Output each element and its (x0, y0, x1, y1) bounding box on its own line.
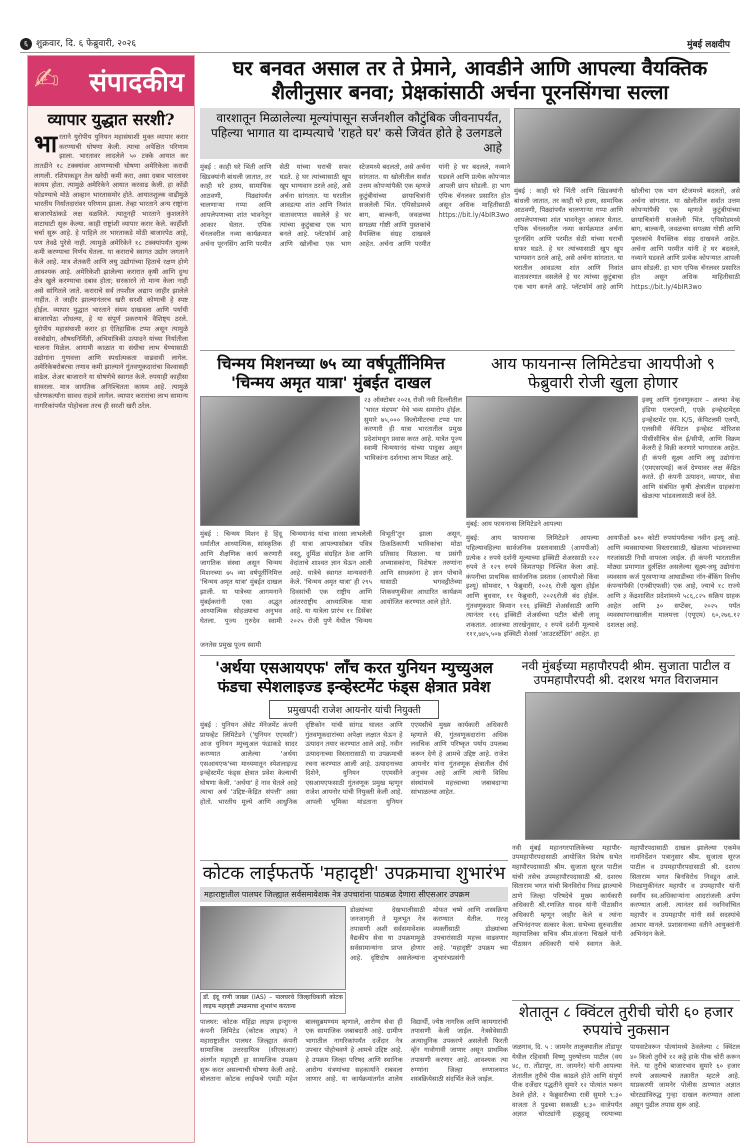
page-header (20, 36, 730, 50)
iifl-story (466, 354, 740, 651)
navimumbai-headline: नवी मुंबईच्या महापौरपदी श्रीम. सुजाता पाटील व उपमहापौरपदी श्री. दशरथ भगत विराजमान (521, 659, 731, 688)
editorial-column (27, 55, 195, 1143)
iifl-body: मुंबई: आय फायनान्स लिमिटेडने आपल्या पहिल्यावहिल्या सार्वजनिक प्रस्तावासाठी (आयपीओ) प्रत्येक २ रुपये दर्शनी मूल्याच्या इक्विटी शेअरसाठी १२२ रुपये ते १२९ रुपये किंमतपट्टा निश्चित केला आहे. कंपनीचा प्राथमिक सार्वजनिक प्रस्ताव (आयपीओ किंवा इश्यू) सोमवार, ९ फेब्रुवारी, २०२६ रोजी खुला होईल आणि बुधवार, ११ फेब्रुवारी, २०२६रोजी बंद होईल. गुंतवणूकदार किमान ११६ इक्विटी शेअर्ससाठी आणि त्यानंतर ११६ इक्विटी शेअर्सच्या पटीत बोली लावू शकतात. आजच्या तारखेनुसार, २ रुपये दर्शनी मूल्याचे १११,७४५,५०७ इक्विटी शेअर्स 'आउटस्टँडिंग' आहेत. हा आयपीओ ७१० कोटी रुपयांपर्यंतचा नवीन इश्यू आहे. आणि व्यवसायाच्या विस्तारासाठी, खेळत्या भांडवलाच्या गरजांसाठी निधी वापरला जाईल. ही कंपनी भारतातील मोठ्या प्रमाणात दुर्लक्षित असलेल्या सूक्ष्म-लघु उद्योगांना व्यवसाय कर्ज पुरवणाऱ्या आघाडीच्या नॉन-बँकिंग वित्तीय कंपन्यांपैकी (एनबीएफसी) एक आहे, ज्याचे १८ राज्ये आणि ३ केंद्रशासित प्रदेशांमध्ये ५८६,८२५ सक्रिय ग्राहक आहेत आणि ३० सप्टेंबर, २०२५ पर्यंत व्यवस्थापनाखालील मालमत्ता (एयूएम) ६०,२७६.१२ दशलक्ष आहे. (466, 534, 740, 639)
pen-hand-icon: ✍ (34, 62, 60, 97)
iifl-photo-column (466, 396, 638, 530)
header-left (20, 36, 136, 50)
chinmaya-body: मुंबई : चिन्मय मिशन हे हिंदू धर्मातील आध्यात्मिक, सांस्कृतिक आणि शैक्षणिक कार्य करणारी जागतिक संस्था असून चिन्मय मिशनच्या ७५ व्या वर्षपूर्तीनिमित्त 'चिन्मय अमृत यात्रा' मुंबईत दाखल झाली. या यात्रेच्या आगमनाने मुंबईकरांनी एका अद्भुत आध्यात्मिक सोहळ्याचा अनुभव घेतला. पूज्य गुरुदेव स्वामी चिन्मयानंद यांचा वारसा लाभलेली ही यात्रा आपल्यासोबत पवित्र वस्तू, दुर्मिळ संग्रहित ठेवा आणि वेदांताचे शाश्वत ज्ञान घेऊन आली आहे. यात्रेचे स्वागत मान्यवरांनी केले. 'चिन्मय अमृत यात्रा' ही २९५ दिवसांची एक राष्ट्रीय आणि आंतरराष्ट्रीय आध्यात्मिक यात्रा आहे. या यात्रेला प्रारंभ ११ डिसेंबर २०२५ रोजी पुणे येथील 'चिन्मय विभूती'तून झाला असून, ठिकठिकाणी भाविकांचा मोठा प्रतिसाद मिळाला. या प्रसंगी अभ्यासकांना, विशेषतः तरुणांना आणि साधकांना हे ज्ञान पोचावे यासाठी भगवद्गीतेच्या शिकवणुकीवर आधारित कार्यक्रम आयोजित करण्यात आले होते. (200, 530, 462, 625)
artha-headline: 'अर्थया एसआयएफ' लॉंच करत युनियन म्युच्युअल फंडचा स्पेशलाइज्ड इन्व्हेस्टमेंट फंड्स क्षेत्रात प्रवेश (215, 659, 493, 696)
lead-body-continued: मुंबई : काही घरे भिंती आणि खिडक्यांनी बांधली जातात, तर काही घरे हास्य, सामायिक आठवणी, पिढ्यांपर्यंत चालणाऱ्या गप्पा आणि आपलेपणाच्या शांत भावनेतून आकार घेतात. एपिक चॅनलवरील नव्या कार्यक्रमात अर्चना पूरनसिंग आणि परमीत सेठी यांच्या घराची सफर घडते. हे घर त्यांच्यासाठी खूप खूप भाग्यवान ठरले आहे, असे अर्चना सांगतात. या घरातील आवडत्या शांत आणि निवांत वातावरणात वसलेले हे घर त्यांच्या कुटुंबाचा एक भाग बनले आहे. प्लॅटफॉर्म आहे आणि खोलीचा एक भाग स्टेजमध्ये बदलतो, असे अर्चना सांगतात. या खोलीतील सर्वात उत्तम कोपऱ्यांपैकी एक म्हणजे कुटुंबीयांच्या छायाचित्रांनी सजलेली भिंत. एपिसोडमध्ये बाग, बाल्कनी, जवळच्या सगळ्या गोष्टी आणि पुस्तकांचे वैयक्तिक संग्रह दाखवले आहेत. अर्चना आणि परमीत यांनी हे घर बदलले, नव्याने घडवले आणि प्रत्येक कोपऱ्यात आपली छाप सोडली. हा भाग एपिक चॅनलवर प्रसारित होत असून अधिक माहितीसाठी https://bit.ly/4bIR3wo (514, 187, 740, 291)
divider (200, 655, 735, 656)
chinmaya-side-text: २३ ऑक्टोबर २०२६ रोजी नवी दिल्लीतील 'भारत मंडपम' येथे भव्य समारोप होईल. सुमारे ७५,००० किलोमीटरचा टप्पा पार करणारी ही यात्रा भारतातील प्रमुख प्रदेशांमधून प्रवास करत आहे. यात्रेत पूज्य स्वामी चिन्मयानंद यांच्या पादुका असून भाविकांना दर्शनाचा लाभ मिळत आहे. (364, 396, 462, 462)
chinmaya-headline: चिन्मय मिशनच्या ७५ व्या वर्षपूर्तीनिमित्त 'चिन्मय अमृत यात्रा' मुंबईत दाखल (217, 354, 445, 393)
divider (200, 860, 508, 861)
kotak-subheadline: महाराष्ट्रातील पालघर जिल्ह्यात सर्वसमावेशक नेत्र उपचारांना पाठबळ देणारा सीएसआर उपक्रम (200, 887, 508, 902)
lead-subheadline: वारशातून मिळालेल्या मूल्यांपासून सर्जनशील कौटुंबिक जीवनापर्यंत, पहिल्या भागात या दाम्पत्याचे 'राहते घर' कसे जिवंत होते हे उलगडले आहे (200, 108, 510, 159)
lead-photo (514, 108, 740, 183)
editorial-text: रताने युरोपीय युनियन महासंघाशी मुक्त व्यापार करार करण्याची घोषणा केली. त्याचा अपेक्षित परिणाम झाला. भारतावर लादलेले ५० टक्के आयात कर तातडीने १८ टक्क्यांवर आणण्याची घोषणा अमेरिकेला करावी लागली. रशियाकडून तेल खरेदी कमी करा, असा दबाव भारतावर कायम होता. त्यामुळे अमेरिकेने आयात करवाढ केली. हा कोंडी फोडण्याचे मोठे आव्हान भारतासमोर होते. आयातशुल्क वाढीमुळे भारतीय निर्यातदारांवर परिणाम झाला. तेव्हा भारताने अन्य राष्ट्रांना बाजारपेठांकडे लक्ष वळविले. त्यातूनही भारताने कुशलतेने वाटाघाटी सुरू केल्या. काही राष्ट्रांशी व्यापार करार केले. काहींशी चर्चा सुरू आहे. हे पाहिले तर भारताकडे मोठी बाजारपेठ आहे, पण तेवढे पुरेसे नाही. त्यामुळे अमेरिकेने १८ टक्क्यांपर्यंत शुल्क कमी करण्याचा निर्णय घेतला. या कराराचे स्वागत उद्योग जगताने केले आहे. मात्र शेतकरी आणि लघु उद्योगांच्या हिताचे रक्षण होणे आवश्यक आहे. अमेरिकेशी झालेल्या करारात कृषी आणि दुग्ध क्षेत्र खुले करण्याचा दबाव होता; सरकारने तो मान्य केला नाही असे सांगितले जाते. कराराचे सर्व तपशील अद्याप जाहीर झालेले नाहीत. ते जाहीर झाल्यानंतरच खरी सरशी कोणाची हे स्पष्ट होईल. व्यापार युद्धात भारताने संयम दाखवला आणि पर्यायी बाजारपेठा शोधल्या, हे या संपूर्ण प्रकरणाचे वैशिष्ट्य ठरले. युरोपीय महासंघाशी करार हा ऐतिहासिक टप्पा असून त्यामुळे वस्त्रोद्योग, औषधनिर्मिती, अभियांत्रिकी उत्पादने यांच्या निर्यातीला चालना मिळेल. आगामी काळात या संधीचा लाभ घेण्यासाठी उद्योगांना गुणवत्ता आणि स्पर्धात्मकता वाढवावी लागेल. अमेरिकेबरोबरचा तणाव कमी झाल्याने गुंतवणूकदारांचा विश्वासही वाढेल. शेअर बाजाराने या घोषणेचे स्वागत केले. रुपयाही काहीसा सावरला. मात्र जागतिक अनिश्चितता कायम आहे. त्यामुळे धोरणकर्त्यांना सावध राहावे लागेल. व्यापार करारांचा लाभ सामान्य नागरिकांपर्यंत पोहोचला तरच ही सरशी खरी ठरेल. (34, 133, 188, 410)
kotak-photo (200, 906, 346, 991)
section-title: संपादकीय (89, 68, 184, 98)
page-number: ६ (20, 38, 32, 50)
artha-boxed-subhead: प्रमुखपदी राजेश आयनोर यांची नियुक्ती (269, 700, 439, 719)
navimumbai-story (512, 659, 740, 996)
paper-name: मुंबई लक्षदीप (687, 39, 730, 50)
kotak-story (200, 863, 508, 1144)
chinmaya-caption: जनतेस प्रमुख पूज्य स्वामी (200, 641, 262, 649)
chinmaya-photo-row (200, 396, 462, 526)
lead-left (200, 108, 510, 347)
iifl-photo-row (466, 396, 740, 530)
iifl-photo (466, 396, 638, 518)
kotak-photo-row (200, 906, 508, 1014)
chinmaya-story (200, 354, 462, 651)
editorial-banner (28, 56, 194, 106)
editorial-body (28, 133, 194, 1142)
artha-body: मुंबई : युनियन ॲसेट मॅनेजमेंट कंपनी प्रायव्हेट लिमिटेडने ('युनियन एएमसी') आज युनियन म्युच्युअल फंडाकडे सादर करण्यात आलेल्या 'अर्थया एसआयएफ'च्या माध्यमातून स्पेशलाइज्ड इन्व्हेस्टमेंट फंड्स क्षेत्रात प्रवेश केल्याची घोषणा केली. 'अर्थया' हे नाव घेतले आहे त्याचा अर्थ 'उद्दिष्ट-केंद्रित संपत्ती' असा होतो. भारतीय मूल्ये आणि आधुनिक दृष्टिकोन यांची सांगड घालत आणि गुंतवणूकदारांच्या अपेक्षा लक्षात घेऊन हे उत्पादन तयार करण्यात आले आहे. नवीन उत्पादनाच्या विस्तारासाठी या उपक्रमाची रचना करण्यात आली आहे. उत्पादनाच्या दिशेने, युनियन एएमसीने एसआयएफसाठी गुंतवणूक प्रमुख म्हणून राजेश आयनोर यांची नियुक्ती केली आहे. आपली भूमिका मांडताना युनियन एएमसीचे मुख्य कार्यकारी अधिकारी म्हणाले की, गुंतवणूकदारांना अधिक लवचिक आणि परिष्कृत पर्याय उपलब्ध करून देणे हे आमचे उद्दिष्ट आहे. राजेश आयनोर यांना गुंतवणूक क्षेत्रातील दीर्घ अनुभव आहे आणि त्यांनी विविध संस्थांमध्ये महत्त्वाच्या जबाबदाऱ्या सांभाळल्या आहेत. (200, 721, 508, 806)
drop-cap: भा (34, 133, 58, 159)
lead-story (200, 56, 740, 347)
theft-body: जळगाव, दि. ५ : जामनेर तालुक्यातील तोंडापूर येथील रहिवासी विष्णू पुरुषोत्तम पाटील (वय ४८, रा. तोंडापूर, ता. जामनेर) यांनी आपल्या शेतातील तुरीचे पीक काढले होते आणि संपूर्ण पीक दर्जेदार पद्धतीने सुमारे १२ पोत्यांत भरून ठेवले होते. २ फेब्रुवारीच्या रात्री सुमारे ९:३० वाजता ते पुढच्या सकाळी ६:३० वाजेपर्यंत अज्ञात चोरट्यांनी हळूहळू रस्त्याच्या पायवाटेवरून पोत्यांमध्ये ठेवलेल्या ८ क्विंटल ४० किलो तुरीचे १२ कट्टे हाके पीक चोरी करून नेले. या तुरीचे बाजारभाव सुमारे ६० हजार रुपये असल्याचे तक्रारीत म्हटले आहे. याप्रकरणी जामनेर पोलीस ठाण्यात अज्ञात चोरट्यांविरुद्ध गुन्हा दाखल करण्यात आला असून पुढील तपास सुरू आहे. (512, 1043, 740, 1119)
kotak-caption: डॉ. इंदू राणी जाखर (IAS) – पालघरचे जिल्हाधिकारी कोटक लाइफ महादृष्टी उपक्रमाचा शुभारंभ करताना (200, 992, 346, 1013)
iifl-caption: मुंबई: आय फायनान्स लिमिटेडने आपल्या (466, 520, 563, 529)
divider (512, 1000, 740, 1001)
lead-content (200, 108, 740, 347)
header-divider (20, 52, 730, 53)
issue-date: शुक्रवार, दि. ६ फेब्रुवारी, २०२६ (36, 39, 137, 49)
kotak-headline: कोटक लाईफतर्फे 'महादृष्टी' उपक्रमाचा शुभारंभ (202, 863, 506, 884)
iifl-headline: आय फायनान्स लिमिटेडचा आयपीओ ९ फेब्रुवारी रोजी खुला होणार (491, 354, 715, 393)
artha-story (200, 659, 508, 857)
chinmaya-photo (200, 396, 360, 526)
theft-headline: शेतातून ८ क्विंटल तुरीची चोरी ६० हजार रुपयांचे नुकसान (518, 1003, 734, 1039)
iifl-side-text: इक्यू आणि गुंतवणूकदार – अल्फा वेव्ह इंडिया एलएलपी, एएक्रे इन्व्हेस्टमेंट्स इन्व्हेस्टमेंट एस. K/S, कॅपिटलमी एलपी, एलसीवी कॅपिटल इन्व्हेस्ट मॉरिशस पीसीसीचित्र सेल ई/सीपी, आणि विक्रम केलरी हे विक्री करणारे भागधारक आहेत. ही कंपनी सूक्ष्म आणि लघु उद्योगांना (एमएसएमई) कर्ज देण्यावर लक्ष केंद्रित करते. ही कंपनी उत्पादन, व्यापार, सेवा आणि संबंधित कृषी क्षेत्रातील ग्राहकांना खेळत्या भांडवलासाठी कर्ज देते. (642, 396, 740, 501)
navimumbai-body: नवी मुंबई महानगरपालिकेच्या महापौर- उपमहापौरपदासाठी आयोजित विशेष सभेत महापौरपदासाठी श्रीम. सुजाता सूरज पाटील यांची तसेच उपमहापौरपदासाठी श्री. दशरथ सिताराम भगत यांची बिनविरोध निवड झाल्याचे ठाणे जिल्हा परिषदेचे मुख्य कार्यकारी अधिकारी श्री.रणजित यादव यांनी पीठासीन अधिकारी म्हणून जाहीर केले व त्यांना अभिनंदनपर सत्कार केला. सभेच्या सुरुवातीस महापालिका सचिव श्रीम.संजना चिखले यांनी पीठासन अधिकारी यांचे स्वागत केले. महापौरपदासाठी दाखल झालेल्या एकमेव नामनिर्देशन पत्रानुसार श्रीम. सुजाता सूरज पाटील व उपमहापौरपदासाठी श्री. दशरथ सिताराम भगत बिनविरोध निवडून आले. निवडणुकीनंतर महापौर व उपमहापौर यांनी स्वर्गीय स्व.अधिकाऱ्यांना आदरांजली अर्पण करण्यात आली. त्यानंतर सर्व नवनिर्वाचित महापौर व उपमहापौर यांनी सर्व सदस्यांचे आभार मानले. प्रशासनाच्या वतीने आयुक्तांनी अभिनंदन केले. (512, 843, 740, 948)
divider (200, 350, 735, 351)
kotak-body: पालघर: कोटक महिंद्रा लाइफ इन्शुरन्स कंपनी लिमिटेड (कोटक लाइफ) ने महाराष्ट्रातील पालघर जिल्ह्यात कंपनी सामाजिक उत्तरदायित्व (सीएसआर) अंतर्गत महादृष्टी हा सामाजिक उपक्रम सुरू करत असल्याची घोषणा केली आहे. बोलताना कोटक लाईफचे एमडी महेश बालसुब्रमण्यम म्हणाले, आरोग्य सेवा ही एक सामाजिक जबाबदारी आहे. ग्रामीण भागातील नागरिकांपर्यंत दर्जेदार नेत्र उपचार पोहोचवणे हे आमचे उद्दिष्ट आहे. हे उपक्रम जिल्हा परिषद आणि स्थानिक आरोग्य यंत्रणांच्या सहकार्याने राबवला जाणार आहे. या कार्यक्रमांतर्गत शालेय विद्यार्थी, ज्येष्ठ नागरिक आणि कामगारांची तपासणी केली जाईल. नेत्रसेवेसाठी अत्याधुनिक उपकरणे असलेली फिरती व्हॅन गावोगावी जाणार असून प्राथमिक तपासणी करणार आहे. आवश्यक त्या रुग्णांना जिल्हा रुग्णालयात शस्त्रक्रियेसाठी संदर्भित केले जाईल. (200, 1017, 508, 1084)
lead-body: मुंबई : काही घरे भिंती आणि खिडक्यांनी बांधली जातात, तर काही घरे हास्य, सामायिक आठवणी, पिढ्यांपर्यंत चालणाऱ्या गप्पा आणि आपलेपणाच्या शांत भावनेतून आकार घेतात. एपिक चॅनलवरील नव्या कार्यक्रमात अर्चना पूरनसिंग आणि परमीत सेठी यांच्या घराची सफर घडते. हे घर त्यांच्यासाठी खूप खूप भाग्यवान ठरले आहे, असे अर्चना सांगतात. या घरातील आवडत्या शांत आणि निवांत वातावरणात वसलेले हे घर त्यांच्या कुटुंबाचा एक भाग बनले आहे. प्लॅटफॉर्म आहे आणि खोलीचा एक भाग स्टेजमध्ये बदलतो, असे अर्चना सांगतात. या खोलीतील सर्वात उत्तम कोपऱ्यांपैकी एक म्हणजे कुटुंबीयांच्या छायाचित्रांनी सजलेली भिंत. एपिसोडमध्ये बाग, बाल्कनी, जवळच्या सगळ्या गोष्टी आणि पुस्तकांचे वैयक्तिक संग्रह दाखवले आहेत. अर्चना आणि परमीत यांनी हे घर बदलले, नव्याने घडवले आणि प्रत्येक कोपऱ्यात आपली छाप सोडली. हा भाग एपिक चॅनलवर प्रसारित होत असून अधिक माहितीसाठी https://bit.ly/4bIR3wo (200, 163, 510, 248)
kotak-side-text: डोळ्यांच्या देखभालीसाठी जनजागृती ते मूलभूत नेत्र तपासणी अशी सर्वसमावेशक वैद्यकीय सेवा या उपक्रमामुळे सर्वसामान्यांना प्राप्त होणार आहे. दृष्टिदोष असलेल्यांना मोफत चष्मे आणि शस्त्रक्रिया करण्यात येतील. गरजू व्यक्तींसाठी डोळ्यांच्या उपचारांसाठी महत्त्व वाढवणार आहे. 'महादृष्टी' उपक्रम च्या शुभारंभप्रसंगी (350, 905, 508, 962)
lead-headline: घर बनवत असाल तर ते प्रेमाने, आवडीने आणि आपल्या वैयक्तिक शैलीनुसार बनवा; प्रेक्षकांसाठी अर्चना पूरनसिंगचा सल्ला (232, 56, 708, 104)
theft-story (512, 1003, 740, 1144)
lead-right (514, 108, 740, 347)
kotak-photo-column (200, 906, 346, 1014)
editorial-headline: व्यापार युद्धात सरशी? (47, 110, 175, 129)
navimumbai-photo (525, 692, 740, 840)
